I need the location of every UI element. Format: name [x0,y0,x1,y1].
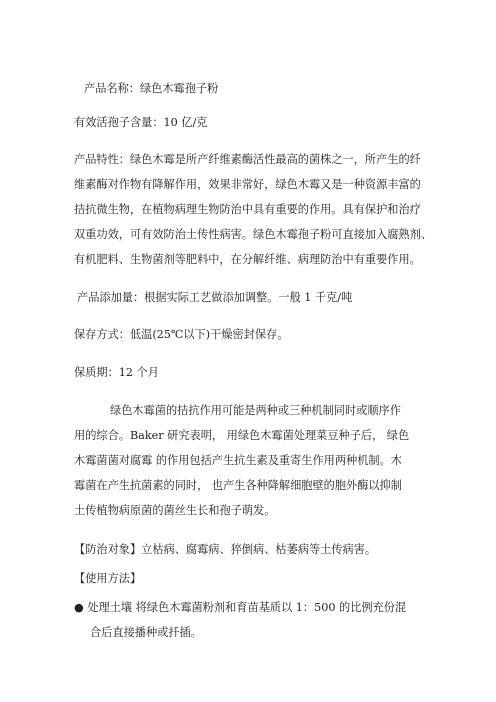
properties-line: 产品特性：绿色木霉是所产纤维素酶活性最高的菌株之一，所产生的纤 [74,153,421,166]
dosage: 产品添加量：根据实际工艺做添加调整。一般 1 千克/吨 [77,291,353,304]
mechanism-line: 绿色木霉菌的拮抗作用可能是两种或三种机制同时或顺序作 [110,404,401,417]
mechanism-line: 土传植物病原菌的菌丝生长和孢子萌发。 [74,504,276,517]
product-name: 产品名称：绿色木霉孢子粉 [84,82,219,95]
mechanism-line: 霉菌在产生抗菌素的同时， 也产生各种降解细胞壁的胞外酶以抑制 [74,479,402,492]
properties-line: 拮抗微生物，在植物病理生物防治中具有重要的作用。具有保护和治疗 [74,203,421,216]
usage-item: ● 处理土壤 将绿色木霉菌粉剂和育苗基质以 1：500 的比例充份混 [74,601,407,614]
mechanism-line: 用的综合。Baker 研究表明， 用绿色木霉菌处理菜豆种子后， 绿色 [74,429,410,442]
properties-line: 双重功效，可有效防治土传性病害。绿色木霉孢子粉可直接加入腐熟剂、 [74,228,433,241]
shelf-life: 保质期：12 个月 [74,366,159,379]
properties-line: 维素酶对作物有降解作用，效果非常好，绿色木霉又是一种资源丰富的 [74,178,421,191]
properties-line: 有机肥料、生物菌剂等肥料中，在分解纤维、病理防治中有重要作用。 [74,253,421,266]
usage-heading: 【使用方法】 [74,572,142,585]
usage-item: 合后直接播种或扦插。 [90,626,202,639]
spore-content: 有效活孢子含量：10 亿/克 [74,116,208,129]
storage: 保存方式：低温(25℃以下)干燥密封保存。 [74,328,289,341]
targets: 【防治对象】立枯病、腐霉病、猝倒病、枯萎病等土传病害。 [74,543,377,556]
mechanism-line: 木霉菌菌对腐霉 的作用包括产生抗生素及重寄生作用两种机制。木 [74,454,402,467]
